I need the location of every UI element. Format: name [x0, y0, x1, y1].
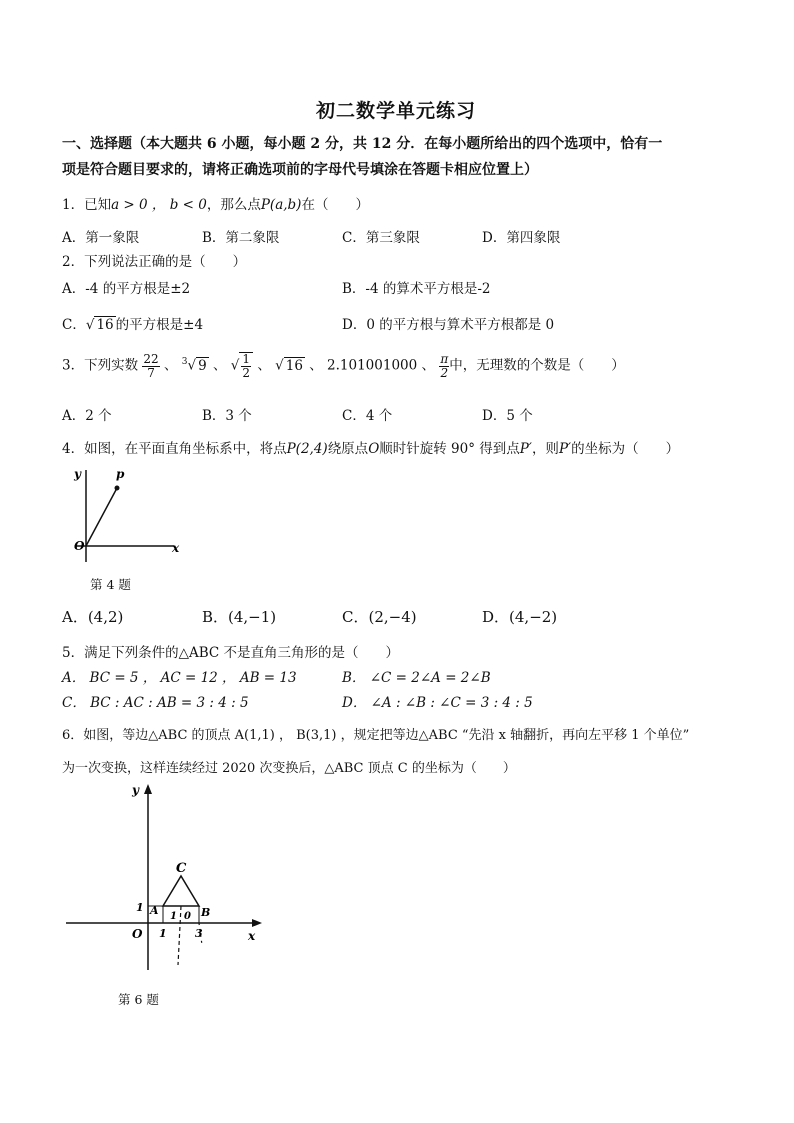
question-6-line2: 为一次变换，这样连续经过 2020 次变换后，△ABC 顶点 C 的坐标为（ ） [62, 761, 516, 776]
question-1-stem: 1．已知a > 0 ， b < 0，那么点P(a,b)在（ ） [62, 197, 369, 213]
q2-option-a[interactable]: A．-4 的平方根是±2 [62, 281, 191, 297]
q6-label-x: x [248, 929, 256, 943]
q6-label-o: O [132, 927, 143, 941]
q6-label-c: C [176, 861, 187, 876]
q1-point: P(a,b) [260, 197, 302, 213]
q1-option-c[interactable]: C．第三象限 [342, 230, 420, 246]
q5-option-d[interactable]: D． ∠A : ∠B : ∠C = 3 : 4 : 5 [342, 695, 533, 711]
q4-label-y: y [74, 467, 81, 481]
section-instructions-line2: 项是符合题目要求的，请将正确选项前的字母代号填涂在答题卡相应位置上） [62, 162, 538, 178]
q6-label-one-y: 1 [136, 901, 144, 914]
q3-option-c[interactable]: C．4 个 [342, 408, 393, 424]
q2-option-b[interactable]: B．-4 的算术平方根是-2 [342, 281, 491, 297]
q1-option-d[interactable]: D．第四象限 [482, 230, 561, 246]
q3-option-a[interactable]: A．2 个 [62, 408, 112, 424]
q1-condition: a > 0 ， b < 0 [111, 197, 207, 213]
q2-option-c[interactable]: C．√ 16 的平方根是±4 [62, 317, 204, 333]
q4-figure [62, 462, 192, 572]
question-5-stem: 5．满足下列条件的△ABC 不是直角三角形的是（ ） [62, 645, 400, 661]
q3-pi-over-2: $\frac{\pi}{2}$ [440, 351, 449, 380]
q6-dashed-vertical [178, 906, 181, 965]
q4-label-x: x [172, 541, 180, 555]
q6-figure [62, 780, 272, 980]
q3-sqrt-half: $\frac{1}{2}$ [239, 352, 253, 380]
q5-option-c[interactable]: C． BC : AC : AB = 3 : 4 : 5 [62, 695, 249, 711]
q4-option-a[interactable]: A．(4,2) [62, 608, 124, 626]
q1-option-a[interactable]: A．第一象限 [62, 230, 140, 246]
q3-option-d[interactable]: D．5 个 [482, 408, 533, 424]
q6-label-inner-1: 1 [170, 911, 177, 922]
q4-option-d[interactable]: D．(4,−2) [482, 608, 558, 626]
q6-label-y: y [132, 783, 139, 797]
page-title: 初二数学单元练习 [316, 100, 477, 122]
question-4-stem: 4．如图，在平面直角坐标系中，将点P(2,4)绕原点O顺时针旋转 90° 得到点P′，则P′的坐标为（ ） [62, 441, 680, 457]
q5-option-a[interactable]: A． BC = 5 ， AC = 12 ， AB = 13 [62, 670, 297, 686]
q4-label-p: p [116, 467, 125, 481]
question-2-stem: 2．下列说法正确的是（ ） [62, 254, 247, 270]
q6-label-one-x: 1 [159, 927, 167, 940]
q4-option-c[interactable]: C．(2,−4) [342, 608, 417, 626]
q6-caption: 第 6 题 [118, 992, 159, 1007]
q6-y-arrow [144, 784, 152, 794]
q5-option-b[interactable]: B． ∠C = 2∠A = 2∠B [342, 670, 491, 686]
q2-option-d[interactable]: D．0 的平方根与算术平方根都是 0 [342, 317, 555, 333]
q6-label-inner-0: 0 [184, 911, 191, 922]
q1-option-b[interactable]: B．第二象限 [202, 230, 280, 246]
q4-label-o: O [74, 539, 85, 553]
q6-label-a: A [150, 904, 159, 917]
q4-point-p [115, 486, 120, 491]
section-instructions-line1: 一、选择题（本大题共 6 小题，每小题 2 分，共 12 分．在每小题所给出的四个选项中，恰有一 [62, 136, 663, 152]
q3-option-b[interactable]: B．3 个 [202, 408, 252, 424]
q6-triangle-abc [163, 876, 199, 906]
q6-label-three: 3 [195, 927, 203, 940]
q4-option-b[interactable]: B．(4,−1) [202, 608, 277, 626]
q3-fraction-22-7: $\frac{22}{7}$ [143, 351, 159, 380]
q4-segment-op [86, 488, 117, 546]
question-3-stem: 3．下列实数 $\frac{22}{7}$ 、 $^3$√ 9 、 √ $\frac{1}{2}$ 、 √ 16 、 2.101001000 、 $\frac{\pi}{2}$ 中，无理数的个数是（ ） [62, 351, 625, 380]
q6-label-b: B [201, 906, 211, 919]
q6-x-arrow [252, 919, 262, 927]
q4-caption: 第 4 题 [90, 577, 131, 592]
question-6-line1: 6．如图，等边△ABC 的顶点 A(1,1) ， B(3,1) ，规定把等边△ABC “先沿 x 轴翻折，再向左平移 1 个单位” [62, 728, 690, 743]
